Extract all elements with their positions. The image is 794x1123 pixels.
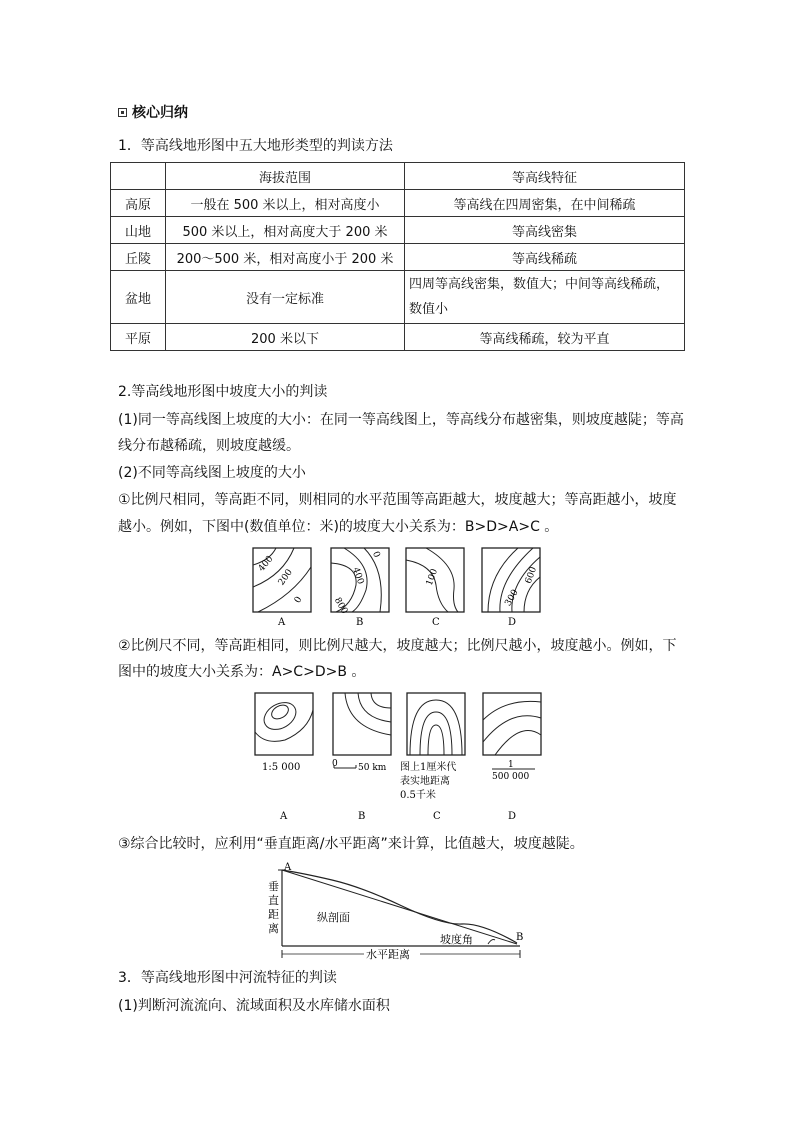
fig2-map-b (333, 693, 391, 755)
table-row (111, 217, 685, 244)
table-cell: 高原 (111, 190, 166, 217)
fig1-map-a (253, 548, 311, 612)
paragraph-6: (1)判断河流流向、流域面积及水库储水面积 (118, 998, 390, 1014)
fig1-c-contour-label: 100 (424, 567, 441, 588)
table-cell: 200 米以下 (166, 324, 405, 351)
fig2-scale-c-line: 表实地距离 (400, 776, 450, 787)
fig3-horizontal-label: 水平距离 (366, 948, 410, 961)
table-cell: 平原 (111, 324, 166, 351)
fig1-d-contour-label: 600 (523, 565, 540, 586)
table-cell: 等高线稀疏，较为平直 (405, 324, 685, 351)
square-bullet-icon (118, 108, 127, 117)
heading-3: 3．等高线地形图中河流特征的判读 (118, 970, 337, 986)
table-row (111, 324, 685, 351)
table-cell: 山地 (111, 217, 166, 244)
paragraph-1-line-1: (1)同一等高线图上坡度的大小：在同一等高线图上，等高线分布越密集，则坡度越陡；等高 (118, 412, 684, 428)
fig1-map-b (331, 548, 389, 616)
heading-1: 1．等高线地形图中五大地形类型的判读方法 (118, 138, 393, 154)
fig2-map-d (483, 693, 541, 755)
fig2-label-a: A (280, 811, 288, 822)
paragraph-1-line-2: 线分布越稀疏，则坡度越缓。 (118, 438, 300, 454)
table-cell: 等高线密集 (405, 217, 685, 244)
fig3-vertical-char: 离 (268, 922, 279, 935)
paragraph-5: ③综合比较时，应利用“垂直距离/水平距离”来计算，比值越大，坡度越陡。 (118, 836, 584, 852)
fig3-vertical-char: 垂 (268, 880, 279, 893)
fig3-section-label: 纵剖面 (317, 911, 350, 924)
fig2-scale-d-denominator: 500 000 (492, 772, 530, 782)
fig3-point-a: A (284, 862, 292, 873)
fig2-scale-c-line: 图上1厘米代 (400, 762, 457, 773)
fig2-scale-c-line: 0.5千米 (400, 790, 436, 801)
fig2-label-c: C (433, 811, 441, 822)
table-cell: 没有一定标准 (166, 271, 405, 324)
fig1-d-contour-label: 300 (503, 588, 521, 608)
table-cell: 一般在 500 米以上，相对高度小 (166, 190, 405, 217)
table-row (111, 271, 685, 324)
fig1-label-c: C (432, 617, 440, 628)
table-header-row (111, 163, 685, 190)
paragraph-4-line-2: 图中的坡度大小关系为：A>C>D>B 。 (118, 664, 366, 680)
table-cell (405, 271, 685, 324)
fig1-map-c (406, 548, 464, 612)
table-cell: 盆地 (111, 271, 166, 324)
paragraph-2: (2)不同等高线图上坡度的大小 (118, 465, 306, 481)
fig3-vertical-char: 距 (268, 908, 279, 921)
fig1-a-contour-label: 400 (256, 554, 276, 574)
figure-2-contour-maps (250, 690, 550, 825)
table-cell-line: 四周等高线密集，数值大；中间等高线稀疏， (409, 277, 670, 292)
fig2-map-a (255, 693, 313, 755)
fig1-b-contour-label: 400 (350, 566, 366, 586)
fig1-a-contour-label: 200 (276, 567, 295, 588)
fig3-vertical-char: 直 (268, 894, 279, 907)
section-title-text: 核心归纳 (132, 105, 188, 121)
table-row (111, 244, 685, 271)
fig2-scale-b-km: 50 km (358, 763, 387, 773)
fig2-label-b: B (358, 811, 366, 822)
table-header-cell (111, 163, 166, 190)
fig2-scale-a: 1:5 000 (262, 762, 301, 773)
table-header-cell: 等高线特征 (405, 163, 685, 190)
table-cell: 等高线在四周密集，在中间稀疏 (405, 190, 685, 217)
fig1-map-d (482, 548, 540, 612)
figure-1-contour-maps (248, 545, 548, 630)
table-cell: 200～500 米，相对高度小于 200 米 (166, 244, 405, 271)
table-cell: 等高线稀疏 (405, 244, 685, 271)
paragraph-3-line-2: 越小。例如，下图中(数值单位：米)的坡度大小关系为：B>D>A>C 。 (118, 519, 559, 535)
fig1-b-contour-label: 0 (370, 550, 382, 560)
fig3-point-b: B (516, 932, 524, 943)
landform-table (110, 162, 685, 351)
fig1-a-contour-label: 0 (292, 595, 305, 606)
fig1-label-a: A (278, 617, 286, 628)
table-cell: 丘陵 (111, 244, 166, 271)
paragraph-3-line-1: ①比例尺相同，等高距不同，则相同的水平范围等高距越大，坡度越大；等高距越小，坡度 (118, 492, 677, 508)
fig3-angle-label: 坡度角 (440, 933, 473, 946)
fig2-map-c (407, 693, 465, 755)
paragraph-4-line-1: ②比例尺不同，等高距相同，则比例尺越大，坡度越大；比例尺越小，坡度越小。例如，下 (118, 638, 677, 654)
heading-2: 2.等高线地形图中坡度大小的判读 (118, 384, 328, 400)
fig2-label-d: D (508, 811, 517, 822)
fig2-scale-d-numerator: 1 (508, 760, 514, 770)
fig1-label-d: D (508, 617, 517, 628)
fig1-b-contour-label: 800 (331, 596, 350, 616)
table-cell-line: 数值小 (409, 302, 449, 317)
table-cell: 500 米以上，相对高度大于 200 米 (166, 217, 405, 244)
fig1-label-b: B (356, 617, 364, 628)
table-header-cell: 海拔范围 (166, 163, 405, 190)
fig2-scale-b-zero: 0 (332, 759, 338, 769)
table-row (111, 190, 685, 217)
figure-3-slope-profile (262, 858, 532, 963)
section-title (118, 103, 188, 123)
